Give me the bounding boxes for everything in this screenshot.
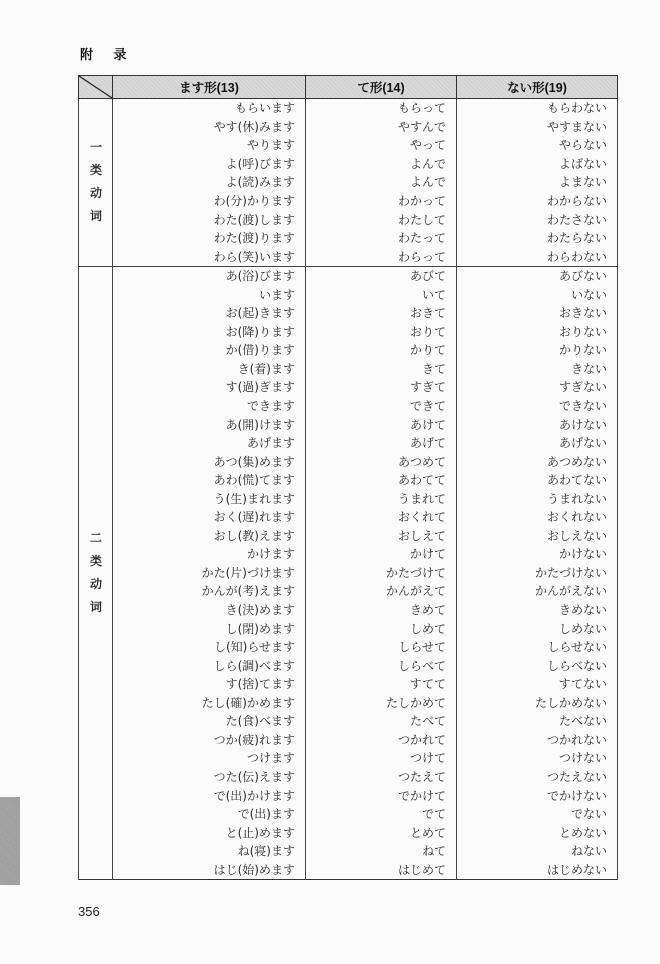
header-te-form: て形(14) [306, 76, 457, 99]
cell-nai-form: たべない [457, 712, 618, 731]
cell-te-form: かりて [306, 341, 457, 360]
cell-te-form: よんで [306, 173, 457, 192]
cell-masu-form: し(閉)めます [113, 619, 306, 638]
cell-masu-form: やります [113, 136, 306, 155]
group-label-char: 二 [89, 530, 102, 545]
group-label-cell [79, 266, 113, 879]
cell-te-form: ねて [306, 842, 457, 861]
cell-te-form: やすんで [306, 118, 457, 137]
cell-nai-form: でない [457, 805, 618, 824]
cell-masu-form: もらいます [113, 99, 306, 118]
table-row [79, 247, 618, 266]
cell-nai-form: もらわない [457, 99, 618, 118]
cell-te-form: すてて [306, 675, 457, 694]
cell-te-form: わらって [306, 247, 457, 266]
cell-masu-form: う(生)まれます [113, 489, 306, 508]
group-label-char: 动 [89, 576, 102, 591]
cell-nai-form: はじめない [457, 860, 618, 879]
table-row [79, 805, 618, 824]
cell-te-form: よんで [306, 155, 457, 174]
cell-nai-form: つたえない [457, 768, 618, 787]
cell-nai-form: あつめない [457, 452, 618, 471]
cell-masu-form: き(着)ます [113, 360, 306, 379]
table-row [79, 155, 618, 174]
cell-nai-form: わらわない [457, 247, 618, 266]
cell-nai-form: かたづけない [457, 564, 618, 583]
cell-nai-form: とめない [457, 823, 618, 842]
table-row [79, 545, 618, 564]
table-row [79, 304, 618, 323]
cell-te-form: しらべて [306, 656, 457, 675]
cell-nai-form: たしかめない [457, 694, 618, 713]
table-row [79, 675, 618, 694]
cell-nai-form: おきない [457, 304, 618, 323]
table-row [79, 489, 618, 508]
table-row [79, 210, 618, 229]
table-row [79, 341, 618, 360]
table-row [79, 471, 618, 490]
cell-masu-form: で(出)ます [113, 805, 306, 824]
cell-nai-form: かんがえない [457, 582, 618, 601]
cell-nai-form: でかけない [457, 786, 618, 805]
cell-nai-form: おくれない [457, 508, 618, 527]
cell-masu-form: わた(渡)します [113, 210, 306, 229]
cell-te-form: もらって [306, 99, 457, 118]
table-row [79, 601, 618, 620]
cell-te-form: あびて [306, 266, 457, 285]
group-label-char: 词 [89, 209, 102, 224]
group-label-char: 类 [89, 553, 102, 568]
cell-masu-form: あげます [113, 434, 306, 453]
table-row [79, 173, 618, 192]
cell-masu-form: す(捨)てます [113, 675, 306, 694]
cell-nai-form: すてない [457, 675, 618, 694]
cell-masu-form: わら(笑)います [113, 247, 306, 266]
cell-nai-form: よばない [457, 155, 618, 174]
cell-masu-form: しら(調)べます [113, 656, 306, 675]
cell-masu-form: つた(伝)えます [113, 768, 306, 787]
diagonal-corner-cell [79, 76, 113, 99]
cell-nai-form: やらない [457, 136, 618, 155]
table-row [79, 619, 618, 638]
cell-nai-form: しらべない [457, 656, 618, 675]
cell-masu-form: わ(分)かります [113, 192, 306, 211]
table-row [79, 434, 618, 453]
cell-te-form: つけて [306, 749, 457, 768]
cell-te-form: わたして [306, 210, 457, 229]
group-label-char: 一 [89, 140, 102, 155]
cell-nai-form: ねない [457, 842, 618, 861]
group-label-char: 类 [89, 163, 102, 178]
cell-nai-form: やすまない [457, 118, 618, 137]
cell-masu-form: す(過)ぎます [113, 378, 306, 397]
cell-te-form: かんがえて [306, 582, 457, 601]
cell-te-form: あけて [306, 415, 457, 434]
cell-nai-form: きめない [457, 601, 618, 620]
table-row [79, 99, 618, 118]
table-row [79, 192, 618, 211]
cell-nai-form: あびない [457, 266, 618, 285]
cell-masu-form: ね(寝)ます [113, 842, 306, 861]
table-row [79, 768, 618, 787]
table-row [79, 323, 618, 342]
cell-nai-form: しらせない [457, 638, 618, 657]
cell-masu-form: おく(遅)れます [113, 508, 306, 527]
cell-te-form: おりて [306, 323, 457, 342]
cell-te-form: わたって [306, 229, 457, 248]
cell-te-form: わかって [306, 192, 457, 211]
cell-te-form: はじめて [306, 860, 457, 879]
cell-nai-form: おりない [457, 323, 618, 342]
cell-te-form: きて [306, 360, 457, 379]
cell-te-form: たしかめて [306, 694, 457, 713]
cell-te-form: とめて [306, 823, 457, 842]
header-masu-form: ます形(13) [113, 76, 306, 99]
cell-masu-form: と(止)めます [113, 823, 306, 842]
cell-masu-form: かけます [113, 545, 306, 564]
cell-masu-form: はじ(始)めます [113, 860, 306, 879]
cell-te-form: すぎて [306, 378, 457, 397]
cell-te-form: おしえて [306, 527, 457, 546]
cell-nai-form: よまない [457, 173, 618, 192]
table-row [79, 360, 618, 379]
cell-masu-form: あ(開)けます [113, 415, 306, 434]
diagonal-line-icon [79, 76, 112, 98]
cell-masu-form: お(起)きます [113, 304, 306, 323]
cell-masu-form: かた(片)づけます [113, 564, 306, 583]
cell-te-form: かたづけて [306, 564, 457, 583]
table-row [79, 452, 618, 471]
cell-masu-form: よ(呼)びます [113, 155, 306, 174]
cell-masu-form: あ(浴)びます [113, 266, 306, 285]
table-row [79, 285, 618, 304]
cell-nai-form: きない [457, 360, 618, 379]
cell-masu-form: あわ(慌)てます [113, 471, 306, 490]
cell-nai-form: おしえない [457, 527, 618, 546]
table-row [79, 527, 618, 546]
table-row [79, 415, 618, 434]
cell-nai-form: あけない [457, 415, 618, 434]
cell-nai-form: あわてない [457, 471, 618, 490]
table-row [79, 564, 618, 583]
table-row [79, 229, 618, 248]
cell-nai-form: つけない [457, 749, 618, 768]
verb-conjugation-table [78, 75, 618, 880]
group-label-char: 动 [89, 186, 102, 201]
cell-masu-form: あつ(集)めます [113, 452, 306, 471]
table-row [79, 823, 618, 842]
cell-masu-form: かんが(考)えます [113, 582, 306, 601]
cell-te-form: うまれて [306, 489, 457, 508]
cell-nai-form: しめない [457, 619, 618, 638]
table-row [79, 582, 618, 601]
page-edge-tab [0, 797, 20, 885]
table-row [79, 712, 618, 731]
table-header-row [79, 76, 618, 99]
cell-te-form: しめて [306, 619, 457, 638]
table-row [79, 731, 618, 750]
cell-masu-form: できます [113, 397, 306, 416]
cell-masu-form: し(知)らせます [113, 638, 306, 657]
header-nai-form: ない形(19) [457, 76, 618, 99]
cell-te-form: おくれて [306, 508, 457, 527]
table-row [79, 266, 618, 285]
table-row [79, 749, 618, 768]
table-row [79, 136, 618, 155]
cell-masu-form: か(借)ります [113, 341, 306, 360]
cell-nai-form: わたさない [457, 210, 618, 229]
cell-nai-form: あげない [457, 434, 618, 453]
cell-masu-form: で(出)かけます [113, 786, 306, 805]
cell-te-form: きめて [306, 601, 457, 620]
cell-te-form: あわてて [306, 471, 457, 490]
cell-masu-form: よ(読)みます [113, 173, 306, 192]
cell-masu-form: たし(確)かめます [113, 694, 306, 713]
cell-masu-form: た(食)べます [113, 712, 306, 731]
cell-te-form: できて [306, 397, 457, 416]
cell-te-form: つたえて [306, 768, 457, 787]
cell-te-form: でて [306, 805, 457, 824]
cell-nai-form: わたらない [457, 229, 618, 248]
cell-nai-form: かけない [457, 545, 618, 564]
group-label [90, 136, 102, 228]
cell-te-form: やって [306, 136, 457, 155]
cell-nai-form: うまれない [457, 489, 618, 508]
page-number: 356 [78, 904, 100, 919]
cell-te-form: つかれて [306, 731, 457, 750]
cell-te-form: かけて [306, 545, 457, 564]
cell-te-form: あげて [306, 434, 457, 453]
cell-te-form: いて [306, 285, 457, 304]
group-label-char: 词 [89, 599, 102, 614]
table-row [79, 786, 618, 805]
table-row [79, 397, 618, 416]
table-row [79, 860, 618, 879]
cell-masu-form: つか(疲)れます [113, 731, 306, 750]
cell-masu-form: お(降)ります [113, 323, 306, 342]
cell-te-form: たべて [306, 712, 457, 731]
table-row [79, 842, 618, 861]
cell-nai-form: わからない [457, 192, 618, 211]
table-body [79, 99, 618, 880]
cell-masu-form: おし(教)えます [113, 527, 306, 546]
cell-te-form: あつめて [306, 452, 457, 471]
cell-nai-form: できない [457, 397, 618, 416]
cell-masu-form: います [113, 285, 306, 304]
cell-masu-form: わた(渡)ります [113, 229, 306, 248]
cell-te-form: おきて [306, 304, 457, 323]
cell-nai-form: いない [457, 285, 618, 304]
table-row [79, 694, 618, 713]
cell-masu-form: き(決)めます [113, 601, 306, 620]
table-row [79, 508, 618, 527]
cell-masu-form: やす(休)みます [113, 118, 306, 137]
cell-nai-form: すぎない [457, 378, 618, 397]
section-title: 附 录 [80, 48, 135, 63]
cell-nai-form: かりない [457, 341, 618, 360]
cell-te-form: しらせて [306, 638, 457, 657]
table-row [79, 656, 618, 675]
group-label-cell [79, 99, 113, 267]
cell-masu-form: つけます [113, 749, 306, 768]
cell-nai-form: つかれない [457, 731, 618, 750]
table-row [79, 638, 618, 657]
table-row [79, 378, 618, 397]
table-row [79, 118, 618, 137]
cell-te-form: でかけて [306, 786, 457, 805]
group-label [90, 527, 102, 619]
